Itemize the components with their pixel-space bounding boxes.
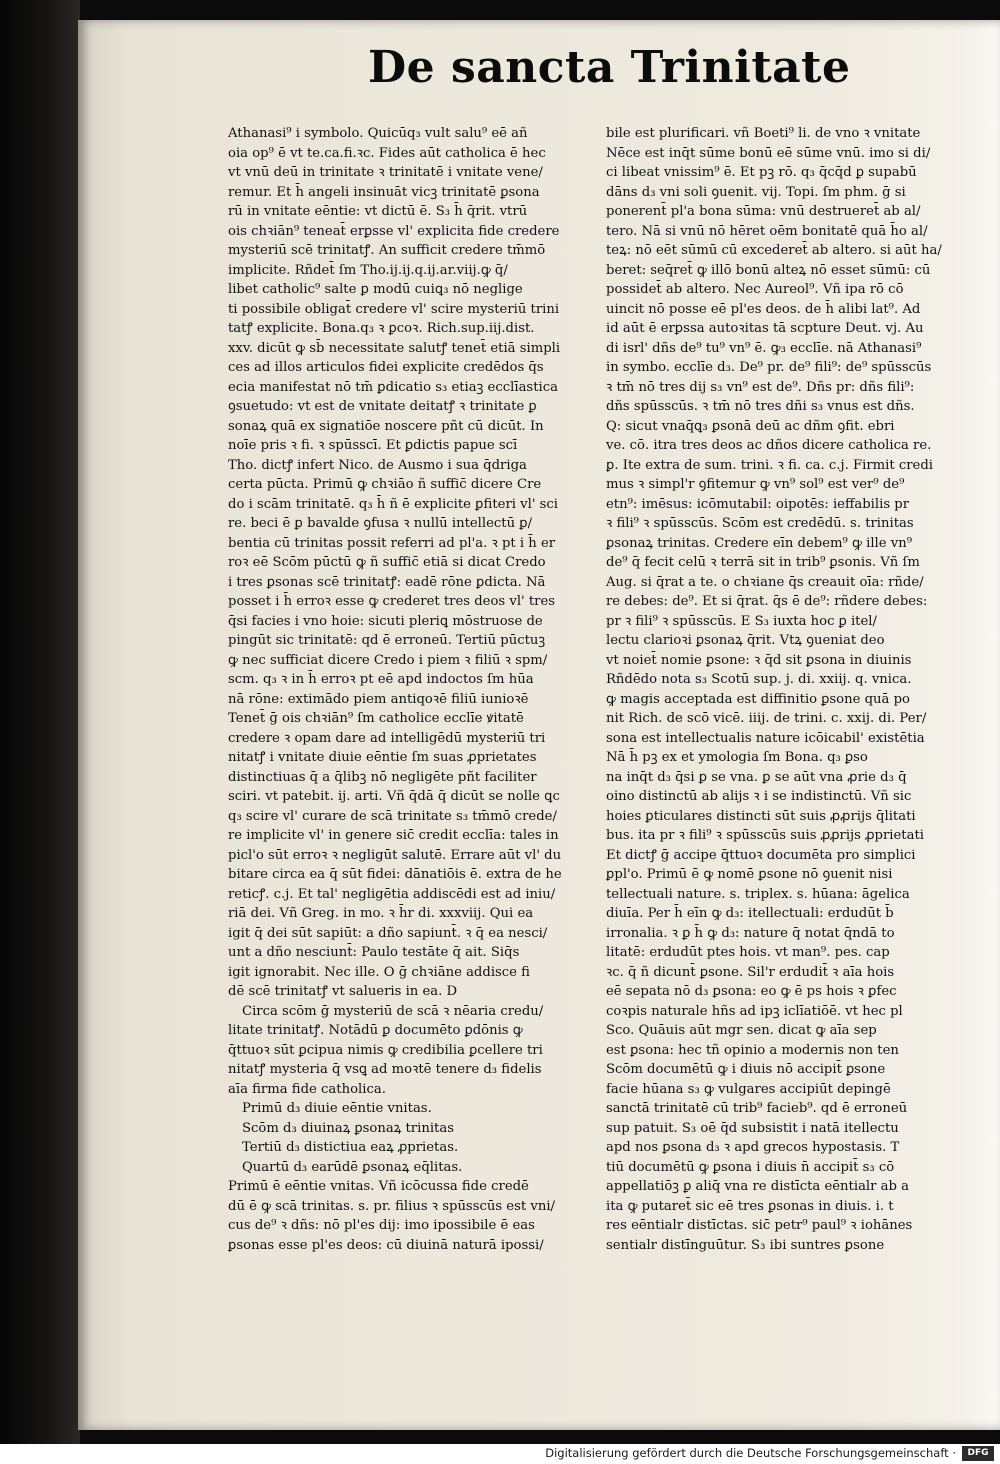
text-line: id aūt ē erꝑssa autoꝛitas tā scpture Deut. vj. Au bbox=[606, 321, 924, 336]
text-line: bus. ita pr ꝛ fili⁹ ꝛ spūsscūs suis ꝓꝓrijs ꝓprietati bbox=[606, 828, 924, 843]
text-line: sona est intellectualis nature icōicabil' existētia bbox=[606, 730, 925, 746]
text-line: tiū documētū ꝙ ꝑsona i diuis n̄ accipit̄ s₃ cō bbox=[606, 1159, 895, 1175]
text-line: q̄si facies i vno hoie: sicuti pleriꝗ mōstruose de bbox=[228, 613, 543, 629]
text-line: unt a dño nesciunt̄: Paulo testāte q̄ ait. Siq̄s bbox=[228, 945, 520, 960]
text-line: aīa firma fide catholica. bbox=[228, 1081, 386, 1097]
text-line: diuīa. Per h̄ eīn ꝙ d₃: itellectuali: erdudūt b̄ bbox=[606, 906, 894, 921]
text-line: coꝛpis naturale hñs ad ipꝫ iclīatiōē. vt hec pl bbox=[606, 1003, 903, 1019]
text-line: igit ignorabit. Nec ille. O ḡ chꝛiāne addisce fi bbox=[228, 964, 530, 980]
text-line: lectu clarioꝛi ꝑsonaꝝ q̄rit. Vtꝝ ꝯueniat deo bbox=[606, 633, 885, 648]
text-line: certa pūcta. Primū ꝙ chꝛiāo ñ suffic̄ dicere Cre bbox=[228, 477, 542, 492]
text-line: remur. Et h̄ angeli insinuāt vicꝫ trinitatē ꝑsona bbox=[228, 184, 540, 200]
text-line: ꝑpl'o. Primū ē ꝙ nomē ꝑsone nō ꝯuenit nisi bbox=[606, 867, 893, 882]
text-line: hoies ꝑticulares distincti sūt suis ꝓꝓrijs q̄litati bbox=[606, 808, 916, 824]
text-line: sonaꝝ quā ex signatiōe noscere pñt cū dicūt. In bbox=[228, 418, 544, 434]
text-line: re implicite vl' in genere sic̄ credit ecclīa: tales in bbox=[228, 828, 559, 843]
text-line: Tertiū d₃ distictiua eaꝝ ꝓprietas. bbox=[242, 1140, 459, 1155]
text-line: ces ad illos articulos fidei explicite credēdos q̄s bbox=[228, 360, 544, 375]
text-line: picl'o sūt erroꝛ ꝛ negligūt salutē. Errare aūt vl' du bbox=[228, 847, 562, 863]
text-line: vt noiet̄ nomie ꝑsone: ꝛ q̄d sit ꝑsona in diuinis bbox=[606, 652, 912, 668]
text-line: Primū ē eēntie vnitas. Vñ icōcussa fide credē bbox=[228, 1179, 529, 1194]
text-line: libet catholic⁹ salte ꝑ modū cuiꝗ₃ nō neglige bbox=[228, 282, 523, 297]
text-line: uincit nō posse eē pl'es deos. de h̄ alibi lat⁹. Ad bbox=[606, 301, 921, 317]
text-line: roꝛ eē Scōm pūctū ꝙ ñ suffic̄ etiā si dicat Credo bbox=[228, 555, 546, 570]
text-line: Nā h̄ pꝫ ex et ymologia ſm Bona. q₃ ꝑso bbox=[606, 750, 868, 765]
text-line: ita ꝙ putaret̄ sic eē tres ꝑsonas in diuis. i. t bbox=[606, 1198, 894, 1214]
text-line: q₃ scire vl' curare de scā trinitate s₃ tm̄mō crede/ bbox=[228, 808, 557, 824]
text-line: ꝛ tm̄ nō tres dij s₃ vn⁹ est de⁹. Dñs pr: dñs fili⁹: bbox=[606, 379, 915, 395]
text-line: ci libeat vnissim⁹ ē. Et pꝫ rō. q₃ q̄cq̄d ꝑ supabū bbox=[606, 165, 917, 180]
text-line: nā rōne: extimādo piem antiqoꝛē filiū iunioꝛē bbox=[228, 691, 529, 707]
text-line: ꝛ fili⁹ ꝛ spūsscūs. Scōm est credēdū. s. trinitas bbox=[606, 516, 914, 531]
text-line: ꝑsonas esse pl'es deos: cū diuinā naturā ipossi/ bbox=[228, 1237, 544, 1253]
text-line: facie hūana s₃ ꝙ vulgares accipiūt depingē bbox=[606, 1081, 891, 1097]
text-line: pr ꝛ fili⁹ ꝛ spūsscūs. E S₃ iuxta hoc ꝑ itel/ bbox=[606, 613, 877, 629]
text-line: ve. cō. itra tres deos ac dños dicere catholica re. bbox=[606, 438, 932, 453]
text-line: Aug. si q̄rat a te. o chꝛiane q̄s creauit oīa: rñde/ bbox=[606, 574, 924, 590]
text-line: oia op⁹ ē vt te.ca.fi.ꝛc. Fides aūt catholica ē hec bbox=[228, 145, 546, 161]
text-line: vt vnū deū in trinitate ꝛ trinitatē i vnitate vene/ bbox=[228, 165, 543, 180]
text-line: sciri. vt patebit. ij. arti. Vñ q̄dā q̄ dicūt se nolle ꝗc bbox=[228, 789, 560, 804]
text-line: ꝯsuetudo: vt est de vnitate deitatꝭ ꝛ trinitate ꝑ bbox=[228, 399, 537, 414]
text-line: dāns d₃ vni soli ꝯuenit. vij. Topi. ſm phm. ḡ si bbox=[606, 184, 906, 200]
text-line: xxv. dicūt ꝙ sb̄ necessitate salutꝭ tenet̄ etiā simpli bbox=[228, 340, 561, 356]
text-line: bitare circa ea q̄ sūt fidei: dānatiōis ē. extra de he bbox=[228, 867, 562, 882]
text-line: Et dictꝭ ḡ accipe q̄ttuoꝛ documēta pro simplici bbox=[606, 847, 916, 863]
text-line: eē sepata nō d₃ ꝑsona: eo ꝙ ē ps hois ꝛ ꝑfec bbox=[606, 984, 897, 999]
text-line: Nēce est inq̄t sūme bonū eē sūme vnū. imo si di/ bbox=[606, 145, 931, 161]
text-line: Athanasi⁹ i symbolo. Quicūq₃ vult salu⁹ eē añ bbox=[228, 126, 528, 141]
text-line: nit Rich. de scō vicē. iiij. de trini. c. xxij. di. Per/ bbox=[606, 711, 927, 726]
text-line: nitatꝭ i vnitate diuie eēntie ſm suas ꝓprietates bbox=[228, 750, 537, 765]
text-line: Tenet̄ ḡ ois chꝛiān⁹ ſm catholice ecclīe ꝟitatē bbox=[228, 711, 524, 726]
text-line: dē scē trinitatꝭ vt salueris in ea. D bbox=[228, 984, 458, 999]
text-line: cus de⁹ ꝛ dñs: nō pl'es dij: imo ipossibile ē eas bbox=[228, 1218, 535, 1233]
text-line: mysteriū scē trinitatꝭ. An sufficit credere tm̄mō bbox=[228, 243, 546, 258]
text-line: est ꝑsona: hec tñ opinio a modernis non ten bbox=[606, 1042, 899, 1058]
text-line: etn⁹: imēsus: icōmutabil: oipotēs: ieffabilis pr bbox=[606, 496, 910, 512]
text-line: Circa scōm ḡ mysteriū de scā ꝛ nēaria credu/ bbox=[242, 1003, 544, 1019]
text-line: riā dei. Vñ Greg. in mo. ꝛ h̄r di. xxxviij. Qui ea bbox=[228, 906, 534, 921]
text-line: pingūt sic trinitatē: qd ē erroneū. Tertiū pūctuꝫ bbox=[228, 633, 546, 648]
text-line: ꝙ magis acceptada est diffinitio ꝑsone quā po bbox=[606, 691, 910, 707]
text-line: re. beci ē ꝑ bavalde ꝯfusa ꝛ nullū intellectū ꝑ/ bbox=[228, 516, 533, 531]
text-line: irronalia. ꝛ ꝑ h̄ ꝙ d₃: nature q̄ notat q̄ndā to bbox=[606, 925, 895, 941]
text-line: litatē: erdudūt ptes hois. vt man⁹. pes. cap bbox=[606, 945, 890, 960]
text-line: noīe pris ꝛ fi. ꝛ spūsscī. Et ꝑdictis papue scī bbox=[228, 438, 518, 453]
text-line: oino distinctū ab alijs ꝛ i se indistinctū. Vñ sic bbox=[606, 789, 912, 804]
text-line: de⁹ q̄ fecit celū ꝛ terrā sit in trib⁹ ꝑsonis. Vñ ſm bbox=[606, 555, 920, 570]
left-text-column bbox=[228, 124, 598, 1255]
text-line: sanctā trinitatē cū trib⁹ facieb⁹. qd ē erroneū bbox=[606, 1101, 908, 1116]
text-line: ꝙ nec sufficiat dicere Credo i piem ꝛ filiū ꝛ spm/ bbox=[228, 652, 548, 668]
text-line: na inq̄t d₃ q̄si ꝑ se vna. ꝑ se aūt vna ꝓrie d₃ q̄ bbox=[606, 769, 907, 785]
text-line: dū ē ꝙ scā trinitas. s. pr. filius ꝛ spūsscūs est vni/ bbox=[228, 1198, 555, 1214]
text-line: dñs spūsscūs. ꝛ tm̄ nō tres dñi s₃ vnus est dñs. bbox=[606, 399, 915, 414]
text-line: sentialr distīnguūtur. S₃ ibi suntres ꝑsone bbox=[606, 1237, 885, 1253]
text-line: rū in vnitate eēntie: vt dictū ē. S₃ h̄ q̄rit. vtrū bbox=[228, 204, 528, 219]
text-line: ꝛc. q̄ ñ dicunt̄ ꝑsone. Sil'r erdudit̄ ꝛ aīa hois bbox=[606, 964, 895, 980]
text-line: scm. q₃ ꝛ in h̄ erroꝛ pt eē apd indoctos ſm hūa bbox=[228, 672, 534, 687]
funding-notice: Digitalisierung gefördert durch die Deutsche Forschungsgemeinschaft · bbox=[545, 1446, 956, 1460]
text-line: possidet̄ ab altero. Nec Aureol⁹. Vñ ipa rō cō bbox=[606, 282, 904, 297]
text-line: di isrl' dñs de⁹ tu⁹ vn⁹ ē. ꝙ₃ ecclīe. nā Athanasi⁹ bbox=[606, 340, 922, 356]
text-line: Tho. dictꝭ infert Nico. de Ausmo i sua q̄driga bbox=[228, 457, 527, 473]
text-line: ꝑsonaꝝ trinitas. Credere eīn debem⁹ ꝙ ille vn⁹ bbox=[606, 535, 912, 551]
text-line: tellectuali nature. s. triplex. s. hūana: āgelica bbox=[606, 886, 910, 902]
text-line: re debes: de⁹. Et si q̄rat. q̄s ē de⁹: rñdere debes: bbox=[606, 594, 928, 609]
text-line: igit q̄ dei sūt sapiūt: a dño sapiunt̄. ꝛ q̄ ea nesci/ bbox=[228, 925, 548, 941]
text-line: litate trinitatꝭ. Notādū ꝑ documēto ꝑdōnis ꝙ bbox=[228, 1023, 523, 1038]
text-line: Q: sicut vnaq̄ꝗ₃ ꝑsonā deū ac dñm ꝯfit. ebri bbox=[606, 418, 895, 434]
dfg-logo: DFG bbox=[962, 1446, 994, 1461]
text-line: bentia cū trinitas possit referri ad pl'a. ꝛ pt i h̄ er bbox=[228, 535, 556, 551]
page-title: De sancta Trinitate bbox=[368, 42, 851, 93]
text-line: ti possibile obligat̄ credere vl' scire mysteriū trini bbox=[228, 301, 560, 317]
text-line: reticꝭ. c.j. Et tal' negligētia addiscēdi est ad iniu/ bbox=[228, 886, 556, 902]
text-line: apd nos ꝑsona d₃ ꝛ apd grecos hypostasis. T bbox=[606, 1140, 900, 1155]
text-line: in symbo. ecclīe d₃. De⁹ pr. de⁹ fili⁹: de⁹ spūsscūs bbox=[606, 360, 932, 375]
text-line: q̄ttuoꝛ sūt ꝑcipua nimis ꝙ credibilia ꝑcellere tri bbox=[228, 1042, 543, 1058]
text-line: bile est plurificari. vñ Boeti⁹ li. de vno ꝛ vnitate bbox=[606, 126, 921, 141]
text-line: ponerent̄ pl'a bona sūma: vnū destrueret̄ ab al/ bbox=[606, 204, 921, 219]
text-line: Scōm d₃ diuinaꝝ ꝑsonaꝝ trinitas bbox=[242, 1120, 454, 1136]
text-line: sup patuit. S₃ oē q̄d subsistit i natā itellectu bbox=[606, 1120, 899, 1136]
text-line: Rñdēdo nota s₃ Scotū sup. j. di. xxiij. q. vnica. bbox=[606, 672, 912, 687]
text-line: mus ꝛ simpl'r ꝯfitemur ꝙ vn⁹ sol⁹ est ver⁹ de⁹ bbox=[606, 477, 905, 492]
text-line: tatꝭ explicite. Bona.q₃ ꝛ ꝑcoꝛ. Rich.sup.iij.dist. bbox=[228, 321, 535, 336]
text-line: beret: seq̄ret̄ ꝙ illō bonū alteꝝ nō esset sūmū: cū bbox=[606, 262, 931, 278]
text-line: res eēntialr distīctas. sic̄ petr⁹ paul⁹ ꝛ iohānes bbox=[606, 1218, 913, 1233]
text-line: ecia manifestat nō tm̄ ꝑdicatio s₃ etiaꝫ ecclīastica bbox=[228, 379, 558, 395]
text-line: Primū d₃ diuie eēntie vnitas. bbox=[242, 1101, 432, 1116]
text-line: tero. Nā si vnū nō hēret oēm bonitatē quā h̄o al/ bbox=[606, 223, 928, 239]
text-line: Scōm documētū ꝙ i diuis nō accipit̄ ꝑsone bbox=[606, 1062, 886, 1077]
text-line: nitatꝭ mysteria q̄ vsꝗ ad moꝛtē tenere d₃ fidelis bbox=[228, 1062, 542, 1077]
book-page bbox=[78, 20, 1000, 1430]
text-line: i tres ꝑsonas scē trinitatꝭ: eadē rōne ꝑdicta. Nā bbox=[228, 574, 546, 590]
footer bbox=[0, 1444, 1000, 1464]
text-line: distinctiuas q̄ a q̄libꝫ nō negligēte pñt faciliter bbox=[228, 769, 537, 785]
text-line: implicite. Rñdet̄ ſm Tho.ij.ij.q.ij.ar.viij.ꝙ q̄/ bbox=[228, 262, 508, 278]
text-line: appellatiōꝫ ꝑ aliq̄ vna re distīcta eēntialr ab a bbox=[606, 1179, 910, 1194]
text-line: ꝑ. Ite extra de sum. trini. ꝛ fi. ca. c.j. Firmit credi bbox=[606, 457, 934, 473]
book-edge bbox=[0, 0, 80, 1464]
text-line: ois chꝛiān⁹ teneat̄ erꝑsse vl' explicita fide credere bbox=[228, 223, 560, 239]
text-line: teꝝ: nō eēt sūmū cū excederet̄ ab altero. si aūt ha/ bbox=[606, 243, 942, 258]
text-line: Sco. Quāuis aūt mgr sen. dicat ꝙ aīa sep bbox=[606, 1023, 877, 1038]
text-line: posset i h̄ erroꝛ esse ꝙ crederet tres deos vl' tres bbox=[228, 594, 556, 609]
text-line: Quartū d₃ earūdē ꝑsonaꝝ eq̄litas. bbox=[242, 1159, 463, 1175]
right-text-column bbox=[606, 124, 996, 1255]
text-line: credere ꝛ opam dare ad intelligēdū mysteriū tri bbox=[228, 730, 546, 746]
text-line: do i scām trinitatē. q₃ h̄ ñ ē explicite ꝑfiteri vl' sci bbox=[228, 496, 559, 512]
